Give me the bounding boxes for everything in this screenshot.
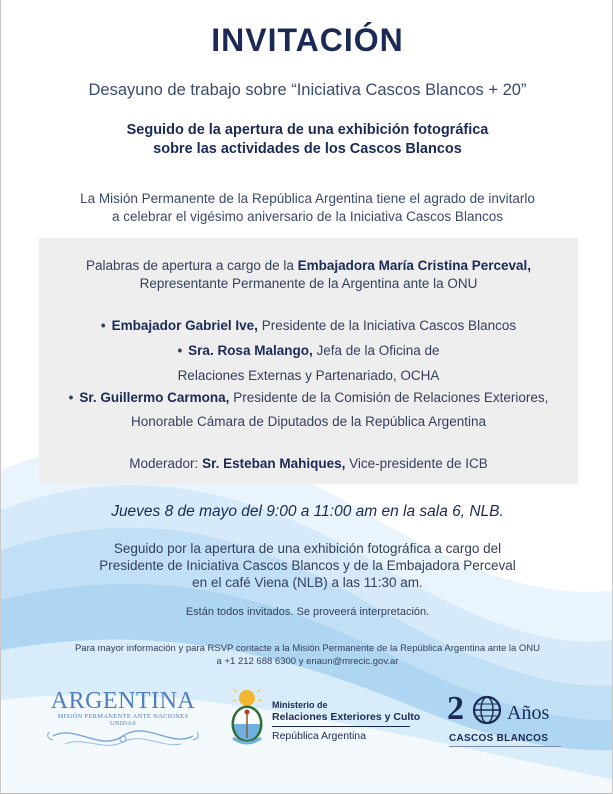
event-date: Jueves 8 de mayo del 9:00 a 11:00 am en la sala 6, NLB. <box>111 503 504 520</box>
moderator-prefix: Moderador: <box>129 456 199 471</box>
argentina-mission-subtitle: MISIÓN PERMANENTE ANTE NACIONES UNIDAS <box>57 713 189 727</box>
ornament-icon <box>45 722 201 756</box>
intro-paragraph <box>1 190 613 226</box>
cascos-blancos-20-logo <box>447 688 567 754</box>
exhibition-heading <box>1 121 613 159</box>
contact-phone-email: +1 212 688 6300 y enaun@mrecic.gov.ar <box>224 656 399 667</box>
argentina-mission-logo <box>45 688 201 758</box>
contact-line-1: Para mayor información y para RSVP contacte a la Misión Permanente de la República Argentina ante la ONU <box>74 643 541 654</box>
speaker-role: Presidente de la Comisión de Relaciones Exteriores, <box>233 390 549 405</box>
speaker-role-continued: Relaciones Externas y Partenariado, OCHA <box>177 368 440 383</box>
ministerio-line-2: Relaciones Exteriores y Culto <box>272 711 421 723</box>
opening-name: Embajadora María Cristina Perceval, <box>297 258 531 273</box>
divider <box>449 746 561 747</box>
page-title: INVITACIÓN <box>211 22 404 58</box>
speaker-role: Presidente de la Iniciativa Cascos Blancos <box>261 318 517 333</box>
moderator-line <box>39 456 578 471</box>
bullet-icon: • <box>68 390 74 405</box>
contact-line-2 <box>1 655 613 668</box>
moderator-role: Vice-presidente de ICB <box>349 456 488 471</box>
speaker-role-continued: Honorable Cámara de Diputados de la República Argentina <box>131 414 486 429</box>
intro-line-1: La Misión Permanente de la República Argentina tiene el agrado de invitarlo <box>80 191 535 206</box>
speaker-item <box>39 390 578 405</box>
opening-line-2: Representante Permanente de la Argentina ante la ONU <box>139 276 478 291</box>
speaker-name: Sra. Rosa Malango, <box>188 343 313 358</box>
contact-prefix: a <box>216 656 222 667</box>
intro-line-2: a celebrar el vigésimo aniversario de la Iniciativa Cascos Blancos <box>112 209 503 224</box>
moderator-name: Sr. Esteban Mahiques, <box>202 456 346 471</box>
speaker-name: Sr. Guillermo Carmona, <box>79 390 230 405</box>
speakers-panel <box>39 238 578 484</box>
divider <box>272 726 410 727</box>
anos-label: Años <box>507 702 550 724</box>
globe-icon <box>471 694 503 726</box>
followup-line-1: Seguido por la apertura de una exhibición fotográfica a cargo del <box>113 541 502 556</box>
speaker-item <box>39 343 578 358</box>
speaker-role: Jefa de la Oficina de <box>316 343 440 358</box>
exhibition-line-1: Seguido de la apertura de una exhibición fotográfica <box>126 122 489 138</box>
exhibition-line-2: sobre las actividades de los Cascos Blancos <box>153 141 462 157</box>
argentina-wordmark: ARGENTINA <box>50 688 196 714</box>
ministerio-logo <box>225 686 425 756</box>
cascos-blancos-label: CASCOS BLANCOS <box>449 733 549 744</box>
bullet-icon: • <box>100 318 106 333</box>
speaker-item <box>39 318 578 333</box>
bullet-icon: • <box>177 343 183 358</box>
opening-prefix: Palabras de apertura a cargo de la <box>85 258 294 273</box>
followup-paragraph <box>1 540 613 591</box>
ministerio-line-3: República Argentina <box>272 730 366 742</box>
coat-of-arms-icon <box>225 688 269 750</box>
all-invited-note: Están todos invitados. Se proveerá interpretación. <box>185 606 430 618</box>
opening-line-1 <box>39 258 578 273</box>
ministerio-line-1: Ministerio de <box>272 700 328 710</box>
subtitle: Desayuno de trabajo sobre “Iniciativa Cascos Blancos + 20” <box>88 81 527 99</box>
contact-info <box>1 642 613 668</box>
followup-line-2: Presidente de Iniciativa Cascos Blancos y de la Embajadora Perceval <box>99 558 516 573</box>
speaker-name: Embajador Gabriel Ive, <box>111 318 258 333</box>
logo-numeral: 2 <box>447 690 464 727</box>
followup-line-3: en el café Viena (NLB) a las 11:30 am. <box>192 575 423 590</box>
